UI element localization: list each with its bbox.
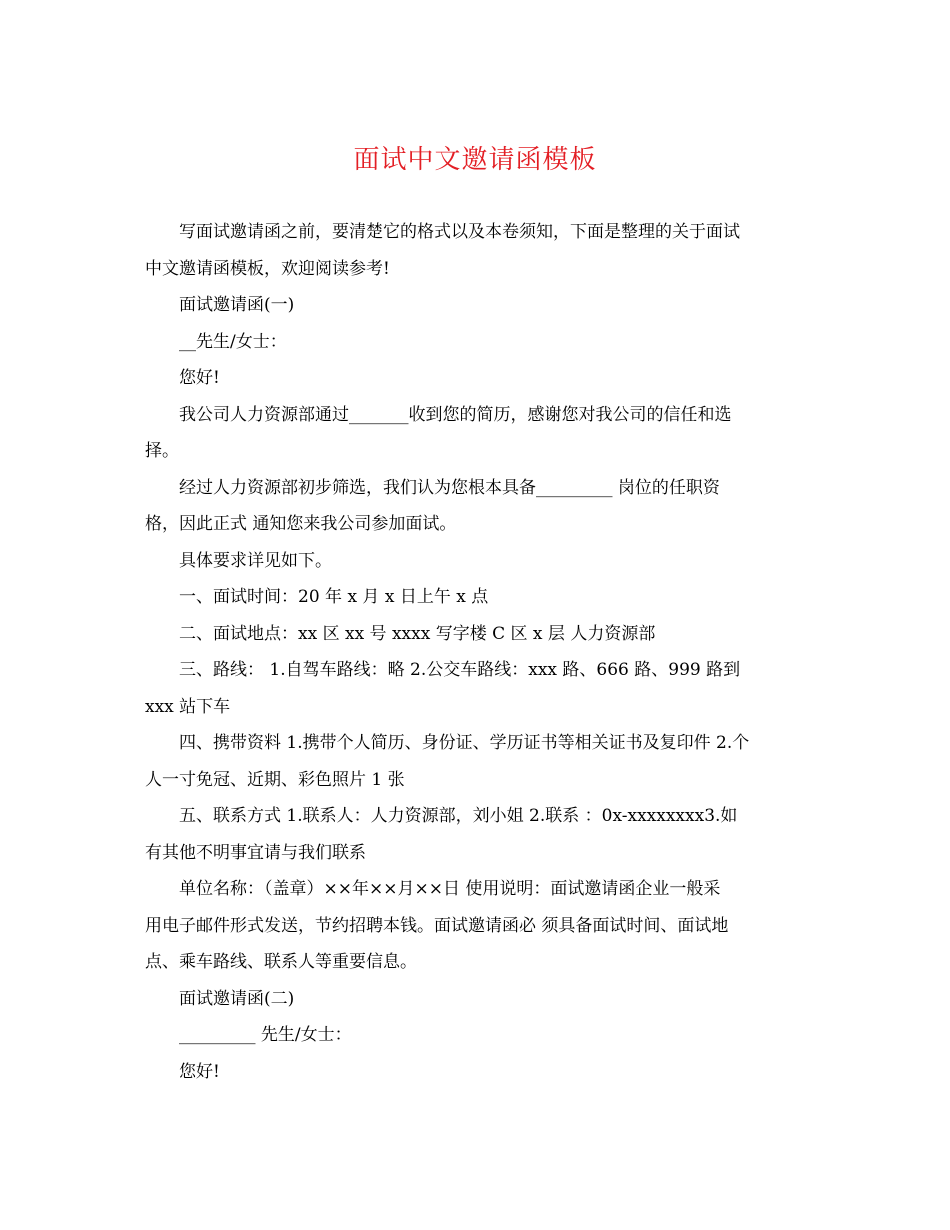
closing-line-2: 用电子邮件形式发送，节约招聘本钱。面试邀请函必 须具备面试时间、面试地 bbox=[145, 915, 729, 936]
closing-paragraph bbox=[145, 871, 800, 981]
letter1-p2-line-1: 经过人力资源部初步筛选，我们认为您根本具备_________ 岗位的任职资 bbox=[179, 477, 720, 498]
route-line-1: 三、路线： 1.自驾车路线：略 2.公交车路线：xxx 路、666 路、999 路到 bbox=[179, 660, 741, 680]
letter1-greeting: 您好! bbox=[179, 368, 220, 388]
letter1-paragraph-3: 具体要求详见如下。 bbox=[179, 550, 332, 571]
letter1-p2-line-2: 格，因此正式 通知您来我公司参加面试。 bbox=[145, 514, 457, 534]
route-item bbox=[145, 652, 800, 725]
letter1-salutation: __先生/女士： bbox=[179, 331, 287, 352]
closing-line-1: 单位名称：（盖章）××年××月××日 使用说明：面试邀请函企业一般采 bbox=[179, 879, 721, 899]
letter1-p1-line-2: 择。 bbox=[145, 441, 179, 461]
contact-line-1: 五、联系方式 1.联系人：人力资源部，刘小姐 2.联系 ：0x-xxxxxxxx3.如 bbox=[179, 806, 738, 826]
contact-item bbox=[145, 798, 800, 871]
materials-line-1: 四、携带资料 1.携带个人简历、身份证、学历证书等相关证书及复印件 2.个 bbox=[179, 733, 750, 753]
route-line-2: xxx 站下车 bbox=[145, 696, 231, 717]
letter2-salutation: _________ 先生/女士： bbox=[179, 1025, 352, 1045]
document-title: 面试中文邀请函模板 bbox=[353, 145, 597, 175]
letter1-paragraph-2 bbox=[145, 470, 800, 543]
letter1-paragraph-1 bbox=[145, 397, 800, 470]
document-body bbox=[145, 214, 800, 1090]
materials-line-2: 人一寸免冠、近期、彩色照片 1 张 bbox=[145, 769, 405, 790]
intro-line-2: 中文邀请函模板，欢迎阅读参考! bbox=[145, 258, 390, 279]
interview-time-item: 一、面试时间：20 年 x 月 x 日上午 x 点 bbox=[179, 587, 489, 607]
letter1-p1-line-1: 我公司人力资源部通过_______收到您的简历，感谢您对我公司的信任和选 bbox=[179, 404, 732, 425]
intro-line-1: 写面试邀请函之前，要清楚它的格式以及本卷须知，下面是整理的关于面试 bbox=[179, 222, 740, 242]
intro-paragraph bbox=[145, 214, 800, 287]
closing-line-3: 点、乘车路线、联系人等重要信息。 bbox=[145, 952, 417, 972]
letter2-greeting: 您好! bbox=[179, 1061, 220, 1082]
letter1-heading: 面试邀请函(一) bbox=[179, 295, 295, 315]
interview-location-item: 二、面试地点：xx 区 xx 号 xxxx 写字楼 C 区 x 层 人力资源部 bbox=[179, 623, 656, 644]
letter2-heading: 面试邀请函(二) bbox=[179, 988, 295, 1009]
materials-item bbox=[145, 725, 800, 798]
contact-line-2: 有其他不明事宜请与我们联系 bbox=[145, 842, 366, 863]
